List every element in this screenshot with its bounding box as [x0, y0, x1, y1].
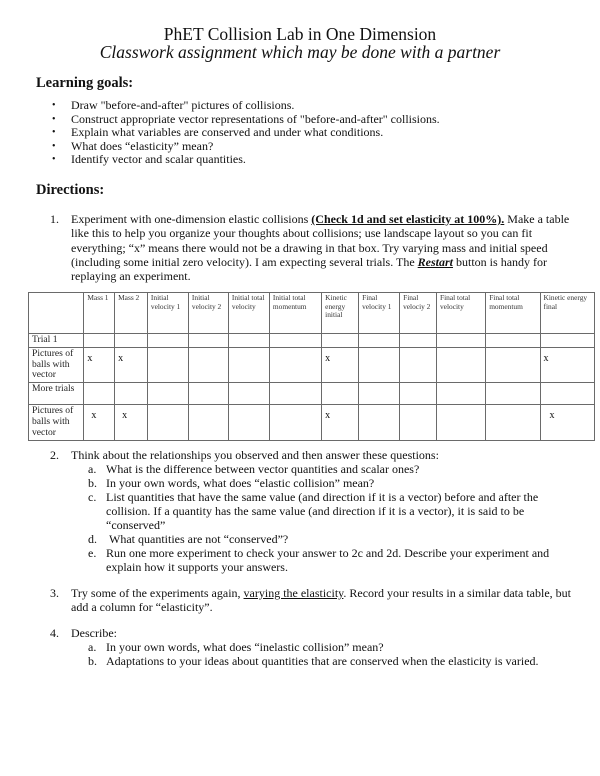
table-header-row: [29, 293, 595, 334]
table-cell: [84, 347, 115, 382]
item-letter: d.: [88, 532, 97, 546]
table-cell: [322, 334, 359, 348]
no-drawing-mark: x: [122, 410, 128, 422]
table-cell: [84, 334, 115, 348]
table-cell: [147, 334, 188, 348]
table-cell: [400, 405, 437, 440]
table-cell: [436, 334, 485, 348]
table-cell: [486, 347, 540, 382]
table-cell: [436, 405, 485, 440]
column-header: Initial velocity 1: [147, 293, 188, 334]
table-cell: [115, 347, 148, 382]
table-cell: [540, 334, 594, 348]
step-number: 2.: [50, 448, 59, 462]
table-cell: [147, 347, 188, 382]
table-cell: [322, 405, 359, 440]
item-letter: a.: [88, 640, 97, 654]
table-cell: [436, 383, 485, 405]
restart-reference: Restart: [417, 254, 454, 269]
learning-goals-heading: Learning goals:: [36, 75, 134, 91]
bullet-icon: •: [52, 113, 56, 125]
item-letter: a.: [88, 462, 97, 476]
table-cell: [436, 347, 485, 382]
question-2c-line2: collision. If a quantity has the same value (and direction if it is a vector), it is said to be: [106, 504, 525, 518]
item-letter: c.: [88, 490, 97, 504]
table-cell: [540, 383, 594, 405]
no-drawing-mark: x: [543, 352, 549, 364]
question-2e-line1: Run one more experiment to check your answer to 2c and 2d. Describe your experiment and: [106, 546, 550, 560]
table-cell: [359, 334, 400, 348]
column-header: Initial total momentum: [269, 293, 321, 334]
table-cell: [486, 405, 540, 440]
column-header: Final total velocity: [436, 293, 485, 334]
table-cell: [228, 383, 269, 405]
table-cell: [269, 334, 321, 348]
column-header: Initial total velocity: [228, 293, 269, 334]
step-3-line1: Try some of the experiments again, varying the elasticity. Record your results in a similar data table, but: [71, 586, 571, 600]
column-header: Final velocity 1: [359, 293, 400, 334]
table-cell: [400, 347, 437, 382]
table-cell: [359, 347, 400, 382]
row-label: Pictures of balls with vector: [29, 347, 84, 382]
step-number: 3.: [50, 586, 59, 600]
step-4-text: Describe:: [71, 626, 117, 640]
column-header: Initial velocity 2: [188, 293, 228, 334]
table-cell: [359, 383, 400, 405]
no-drawing-mark: x: [325, 352, 331, 364]
table-cell: [84, 405, 115, 440]
no-drawing-mark: x: [549, 410, 555, 422]
page-title: PhET Collision Lab in One Dimension: [163, 24, 437, 44]
table-cell: [322, 347, 359, 382]
list-item: • Construct appropriate vector representations of "before-and-after" collisions.: [52, 111, 440, 126]
step-2-text: Think about the relationships you observed and then answer these questions:: [71, 448, 439, 462]
step-number: 1.: [50, 212, 59, 226]
no-drawing-mark: x: [87, 352, 93, 364]
item-letter: b.: [88, 476, 97, 490]
question-2e-line2: explain how it supports your answers.: [106, 560, 288, 574]
table-cell: [269, 347, 321, 382]
column-header: Final total momentum: [486, 293, 540, 334]
table-row: [29, 383, 595, 405]
table-cell: [188, 383, 228, 405]
table-cell: [115, 405, 148, 440]
table-cell: [115, 334, 148, 348]
directions-heading: Directions:: [36, 182, 105, 198]
table-row: [29, 347, 595, 382]
no-drawing-mark: x: [325, 410, 331, 422]
column-header: Final velociy 2: [400, 293, 437, 334]
table-cell: [540, 405, 594, 440]
table-cell: [269, 383, 321, 405]
table-row: [29, 334, 595, 348]
column-header: Mass 1: [84, 293, 115, 334]
question-2b: In your own words, what does “elastic collision” mean?: [106, 476, 375, 490]
question-2c-line3: “conserved”: [106, 518, 166, 532]
bullet-icon: •: [52, 100, 56, 111]
table-cell: [322, 383, 359, 405]
column-header: [29, 293, 84, 334]
table-row: [29, 405, 595, 440]
column-header: Kinetic energy final: [540, 293, 594, 334]
table-cell: [84, 383, 115, 405]
table-cell: [228, 405, 269, 440]
table-cell: [115, 383, 148, 405]
step-3-line2: add a column for “elasticity”.: [71, 600, 213, 614]
column-header: Mass 2: [115, 293, 148, 334]
no-drawing-mark: x: [118, 352, 124, 364]
table-cell: [540, 347, 594, 382]
table-cell: [400, 383, 437, 405]
bullet-icon: •: [52, 140, 56, 152]
question-2c-line1: List quantities that have the same value (and direction if it is a vector) before and after the: [106, 490, 539, 504]
row-label: Pictures of balls with vector: [29, 405, 84, 440]
bullet-icon: •: [52, 154, 56, 166]
table-cell: [359, 405, 400, 440]
page-subtitle: Classwork assignment which may be done with a partner: [99, 42, 501, 62]
table-cell: [188, 334, 228, 348]
varying-elasticity-emphasis: varying the elasticity: [243, 586, 344, 600]
question-2d: What quantities are not “conserved”?: [109, 532, 289, 546]
list-item: • What does “elasticity” mean?: [52, 138, 214, 153]
list-item: • Explain what variables are conserved and under what conditions.: [52, 125, 384, 140]
list-item: • Draw "before-and-after" pictures of collisions.: [52, 98, 295, 112]
table-cell: [147, 383, 188, 405]
item-letter: e.: [88, 546, 97, 560]
step-1-text: Experiment with one-dimension elastic collisions (Check 1d and set elasticity at 100%). Make a table like this to help you organize your thoughts about collisions; use landscape layout so you can fit everything; “x” means there would not be a drawing in that box. Try varying mass and initial speed (including some initial zero velocity). I am expecting several trials. The Restart button is handy for replaying an experiment.: [71, 212, 570, 284]
elasticity-instruction: (Check 1d and set elasticity at 100%).: [311, 212, 505, 226]
step-number: 4.: [50, 626, 59, 640]
table-cell: [188, 405, 228, 440]
table-cell: [486, 334, 540, 348]
question-2a: What is the difference between vector quantities and scalar ones?: [106, 462, 420, 476]
no-drawing-mark: x: [91, 410, 97, 422]
item-letter: b.: [88, 654, 97, 668]
table-cell: [228, 347, 269, 382]
table-cell: [486, 383, 540, 405]
list-item: • Identify vector and scalar quantities.: [52, 152, 246, 167]
learning-goals-list: [0, 99, 600, 167]
row-label: Trial 1: [29, 334, 84, 348]
row-label: More trials: [29, 383, 84, 405]
collision-data-table: [28, 292, 595, 441]
table-cell: [269, 405, 321, 440]
question-4b: Adaptations to your ideas about quantities that are conserved when the elasticity is varied.: [106, 654, 539, 668]
column-header: Kinetic energy initial: [322, 293, 359, 334]
table-cell: [228, 334, 269, 348]
bullet-icon: •: [52, 127, 56, 139]
table-cell: [147, 405, 188, 440]
table-cell: [400, 334, 437, 348]
table-cell: [188, 347, 228, 382]
question-4a: In your own words, what does “inelastic collision” mean?: [106, 640, 384, 654]
